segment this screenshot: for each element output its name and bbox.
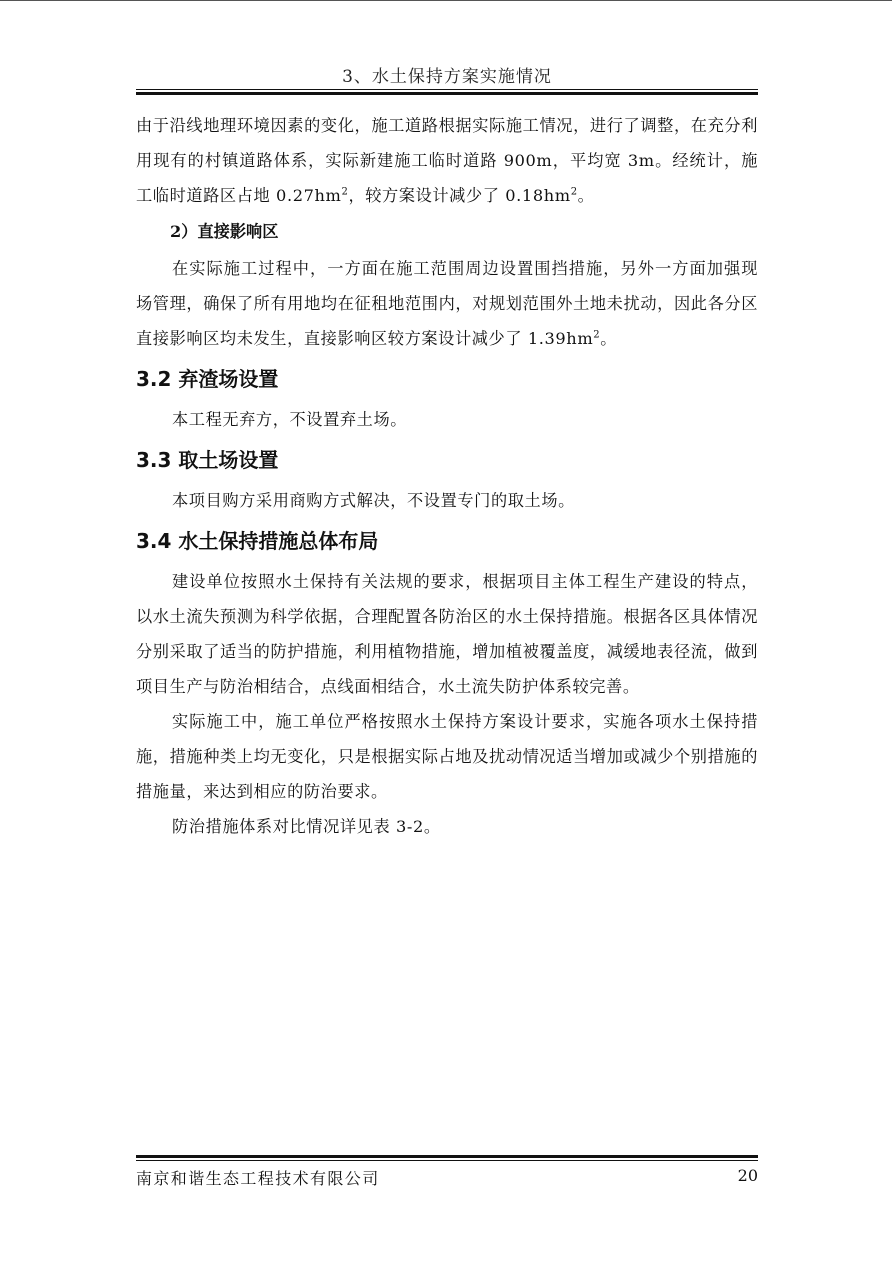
paragraph-temporary-roads: 由于沿线地理环境因素的变化，施工道路根据实际施工情况，进行了调整，在充分利用现有的村镇道路体系，实际新建施工临时道路 900m，平均宽 3m。经统计，施工临时道路区占地 $0.27hm^2$，较方案设计减少了 $0.18hm^2$。 [136,116,758,205]
header-rule-thin [136,89,758,90]
paragraph-direct-impact: 在实际施工过程中，一方面在施工范围周边设置围挡措施，另外一方面加强现场管理，确保了所有用地均在征租地范围内，对规划范围外土地未扰动，因此各分区直接影响区均未发生，直接影响区较方案设计减少了 $1.39hm^2$。 [136,259,758,348]
section-heading-3-4: 3.4 水土保持措施总体布局 [136,529,379,553]
paragraph-3-4-implementation: 实际施工中，施工单位严格按照水土保持方案设计要求，实施各项水土保持措施，措施种类上均无变化，只是根据实际占地及扰动情况适当增加或减少个别措施的措施量，来达到相应的防治要求。 [136,712,758,801]
section-heading-3-2: 3.2 弃渣场设置 [136,367,279,391]
section-heading-3-3: 3.3 取土场设置 [136,448,279,472]
header-rule-thick [136,92,758,95]
running-header: 3、水土保持方案实施情况 [342,67,552,87]
paragraph-3-2: 本工程无弃方，不设置弃土场。 [172,410,408,429]
page-top-border [0,0,892,1]
paragraph-3-4-table-reference: 防治措施体系对比情况详见表 3-2。 [172,817,441,836]
page-content [136,108,758,844]
footer-company-name: 南京和谐生态工程技术有限公司 [136,1169,380,1188]
footer-rule-thick [136,1155,758,1158]
footer-rule-thin [136,1160,758,1161]
page-number: 20 [737,1166,758,1185]
subheading-direct-impact: 2）直接影响区 [170,222,279,241]
paragraph-3-3: 本项目购方采用商购方式解决，不设置专门的取土场。 [172,491,575,510]
paragraph-3-4-layout: 建设单位按照水土保持有关法规的要求，根据项目主体工程生产建设的特点，以水土流失预测为科学依据，合理配置各防治区的水土保持措施。根据各区具体情况分别采取了适当的防护措施，利用植物措施，增加植被覆盖度，减缓地表径流，做到项目生产与防治相结合，点线面相结合，水土流失防护体系较完善。 [136,572,758,696]
